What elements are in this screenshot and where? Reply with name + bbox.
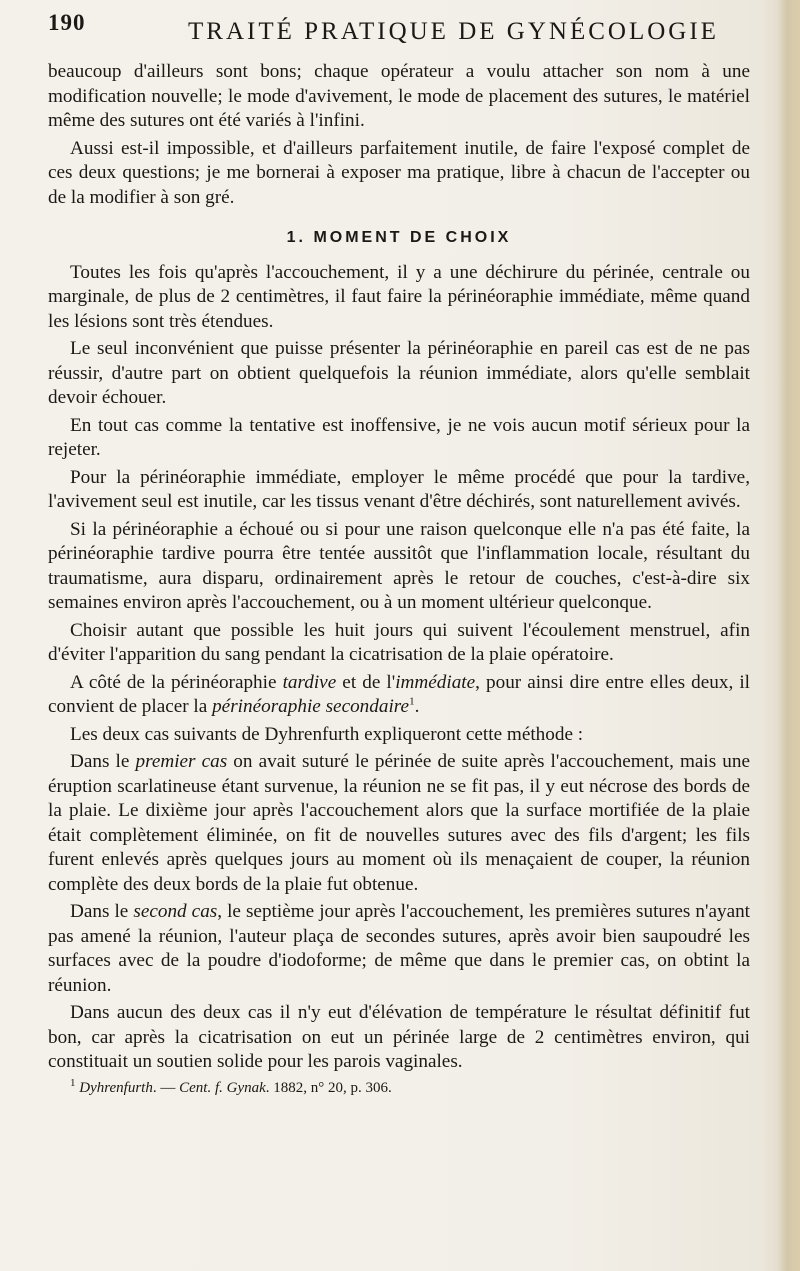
paragraph-secondaire bbox=[48, 671, 750, 720]
paragraph: Dans aucun des deux cas il n'y eut d'élévation de température le résultat définitif fut bon, car après la cicatrisation on eut un périnée large de 2 centimètres environ, qui constituait un soutien solide pour les parois vaginales. bbox=[48, 1002, 750, 1072]
page-header bbox=[48, 8, 758, 52]
emphasis-premier-cas: premier cas bbox=[135, 751, 228, 772]
emphasis-tardive: tardive bbox=[282, 671, 337, 693]
text-run: , pour ainsi dire entre elles deux, il convient de placer la bbox=[48, 671, 750, 717]
footnote bbox=[48, 1078, 750, 1098]
text-run: on avait suturé le périnée de suite après l'accouchement, mais une éruption scarlatineuse étant survenue, la réunion ne se fit pas, il y eut nécrose des bords de la plaie. Le dixième jour après l'accouchement alors que la surface mortifiée de la plaie était complètement éliminée, on fit de nouvelles sutures avec des fils d'argent; les fils furent enlevés après quelques jours au moment où ils menaçaient de couper, la réunion complète des deux bords de la plaie fut obtenue. bbox=[48, 751, 751, 895]
section-title: 1. MOMENT DE CHOIX bbox=[286, 229, 512, 246]
emphasis-second-cas: second cas bbox=[133, 901, 218, 922]
text-run: Dans le bbox=[70, 901, 134, 922]
text-run: . bbox=[414, 696, 420, 717]
footnote-author: Dyhrenfurth bbox=[79, 1079, 153, 1096]
footnote-journal: Cent. f. Gynak bbox=[179, 1079, 266, 1096]
paragraph: Toutes les fois qu'après l'accouchement, il y a une déchirure du périnée, centrale ou marginale, de plus de 2 centimètres, il faut faire la périnéoraphie immédiate, même quand les lésions sont très étendues. bbox=[48, 261, 750, 332]
paragraph-continued: beaucoup d'ailleurs sont bons; chaque opérateur a voulu attacher son nom à une modification nouvelle; le mode d'avivement, le mode de placement des sutures, le matériel même des sutures ont été variés à l'infini. bbox=[48, 61, 750, 131]
footnote-reference: 1 bbox=[409, 695, 415, 708]
text-run: et de l' bbox=[336, 671, 396, 693]
paragraph: Si la périnéoraphie a échoué ou si pour une raison quelconque elle n'a pas été faite, la périnéoraphie tardive pourra être tentée aussitôt que l'inflammation locale, résultant du traumatisme, aura disparu, ordinairement après le retour de couches, c'est-à-dire six semaines environ après l'accouchement, ou à un moment ultérieur quelconque. bbox=[48, 518, 750, 613]
paragraph: Le seul inconvénient que puisse présenter la périnéoraphie en pareil cas est de ne pas réussir, d'autre part on obtient quelquefois la réunion immédiate, alors qu'elle semblait devoir échouer. bbox=[48, 338, 750, 408]
paragraph: Aussi est-il impossible, et d'ailleurs parfaitement inutile, de faire l'exposé complet de ces deux questions; je me bornerai à exposer ma pratique, libre à chacun de l'accepter ou de la modifier à son gré. bbox=[48, 137, 750, 208]
paragraph: En tout cas comme la tentative est inoffensive, je ne vois aucun motif sérieux pour la rejeter. bbox=[48, 414, 750, 460]
page-body bbox=[48, 60, 750, 1098]
emphasis-immediate: immédiate bbox=[395, 671, 476, 693]
page-edge-shadow bbox=[778, 0, 800, 1271]
paragraph: Les deux cas suivants de Dyhrenfurth expliqueront cette méthode : bbox=[70, 723, 584, 745]
paragraph-premier-cas bbox=[48, 750, 750, 897]
text-run: , le septième jour après l'accouchement, les premières sutures n'ayant pas amené la réunion, l'auteur plaça de secondes sutures, après avoir bien saupoudré les surfaces avec de la poudre d'iodoforme; de même que dans le premier cas, on obtint la réunion. bbox=[48, 901, 751, 996]
footnote-mark: 1 bbox=[70, 1076, 76, 1089]
footnote-separator: . — bbox=[152, 1079, 180, 1096]
footnote-citation: . 1882, n° 20, p. 306. bbox=[265, 1079, 392, 1096]
page-number: 190 bbox=[48, 10, 86, 35]
paragraph: Choisir autant que possible les huit jours qui suivent l'écoulement menstruel, afin d'éviter l'apparition du sang pendant la cicatrisation de la plaie opératoire. bbox=[48, 619, 750, 665]
emphasis-secondaire: périnéoraphie secondaire bbox=[212, 696, 410, 717]
paragraph: Pour la périnéoraphie immédiate, employer le même procédé que pour la tardive, l'avivement seul est inutile, car les tissus venant d'être déchirés, sont naturellement avivés. bbox=[48, 466, 750, 512]
text-run: Dans le bbox=[70, 751, 136, 772]
paragraph-second-cas bbox=[48, 900, 750, 998]
text-run: A côté de la périnéoraphie bbox=[70, 671, 283, 693]
running-title: TRAITÉ PRATIQUE DE GYNÉCOLOGIE bbox=[188, 18, 719, 45]
